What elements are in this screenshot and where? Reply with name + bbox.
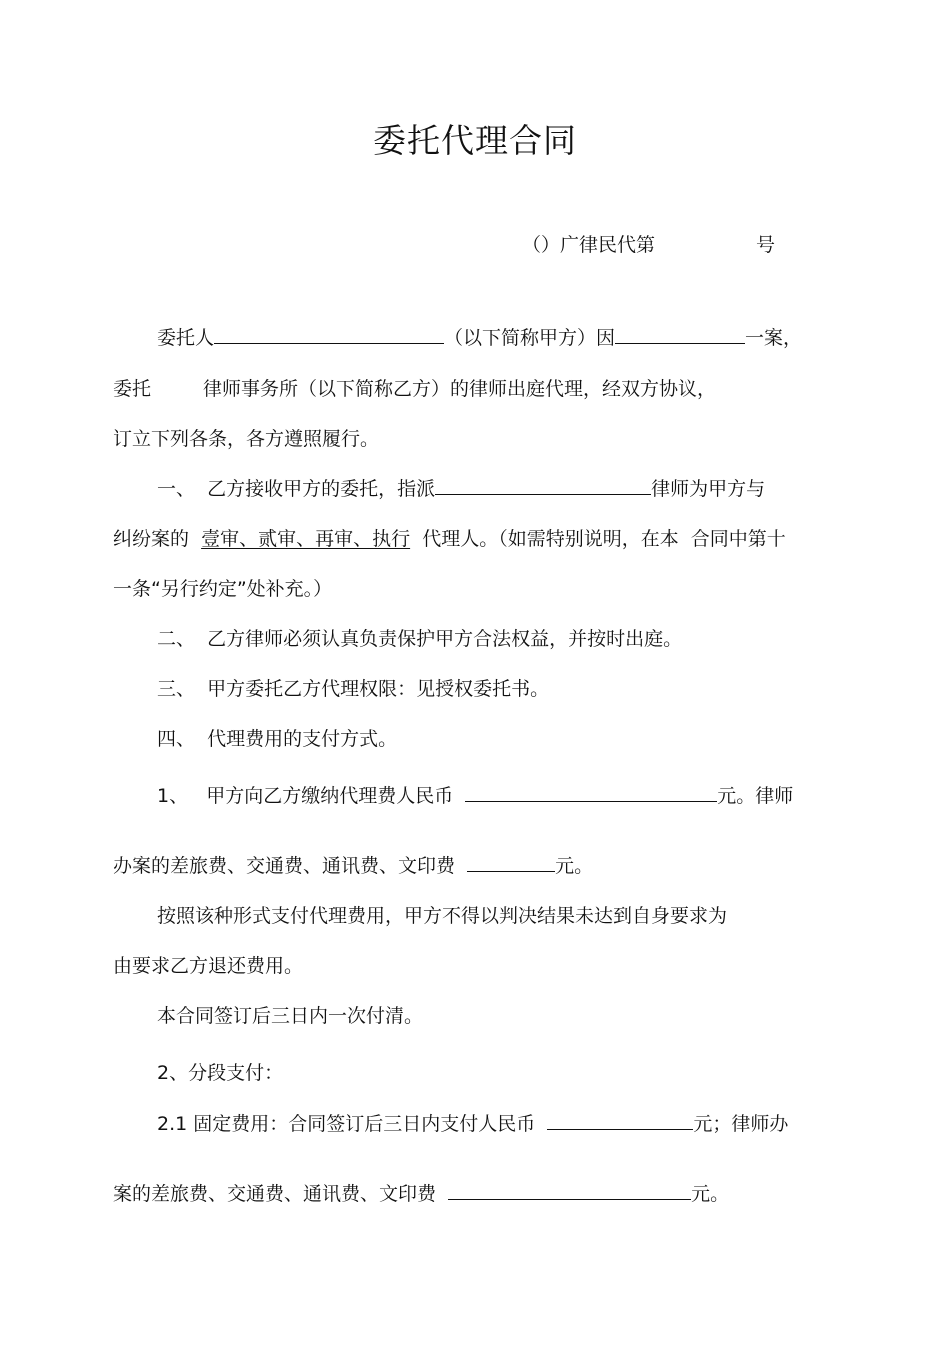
fixed-fee-blank[interactable] [547,1113,693,1130]
case-number-suffix: 号 [756,234,776,256]
client-name-blank[interactable] [214,327,444,344]
agency-fee-blank[interactable] [465,785,717,802]
case-suffix: 一案， [745,327,803,349]
entrust-label: 委托 [113,378,152,400]
clause-intro-line-1 [157,327,802,349]
clause-intro-line-3: 订立下列各条，各方遵照履行。 [113,428,380,450]
clause-4: 四、 代理费用的支付方式。 [157,728,398,750]
clause-1-line-3: 一条“另行约定”处补充。） [113,578,333,600]
fee-1-line-3: 按照该种形式支付代理费用，甲方不得以判决结果未达到自身要求为 [157,905,728,927]
fee-1-line-4: 由要求乙方退还费用。 [113,955,304,977]
fee-2-1-line-1: 2.1 固定费用：合同签订后三日内支付人民币 元；律师办 [157,1113,789,1135]
clause-3: 三、 甲方委托乙方代理权限：见授权委托书。 [157,678,550,700]
fee-1-line-2: 办案的差旅费、交通费、通讯费、文印费 元。 [113,855,594,877]
expense-fee-blank[interactable] [467,855,555,872]
fee-2-heading: 2、分段支付： [157,1062,284,1084]
fixed-expense-fee-blank[interactable] [448,1183,691,1200]
fee-1-line-5: 本合同签订后三日内一次付清。 [157,1005,424,1027]
clause-1-line-1: 一、 乙方接收甲方的委托，指派 律师为甲方与 [157,478,766,500]
trial-stage-options: 壹审、贰审、再审、执行 [201,528,411,550]
client-label: 委托人 [157,327,215,349]
lawyer-name-blank[interactable] [435,478,651,495]
party-a-note: （以下简称甲方）因 [444,327,616,349]
document-title: 委托代理合同 [373,121,577,160]
case-cause-blank[interactable] [615,327,745,344]
fee-1-line-1: 1、 甲方向乙方缴纳代理费人民币 元。律师 [157,785,794,807]
fee-2-1-line-2: 案的差旅费、交通费、通讯费、文印费 元。 [113,1183,730,1205]
clause-intro-line-2: 律师事务所（以下简称乙方）的律师出庭代理，经双方协议， [203,378,717,400]
case-number-prefix: （）广律民代第 [522,234,656,256]
clause-2: 二、 乙方律师必须认真负责保护甲方合法权益，并按时出庭。 [157,628,683,650]
clause-1-line-2: 纠纷案的 壹审、贰审、再审、执行 代理人。（如需特别说明，在本 合同中第十 [113,528,786,550]
